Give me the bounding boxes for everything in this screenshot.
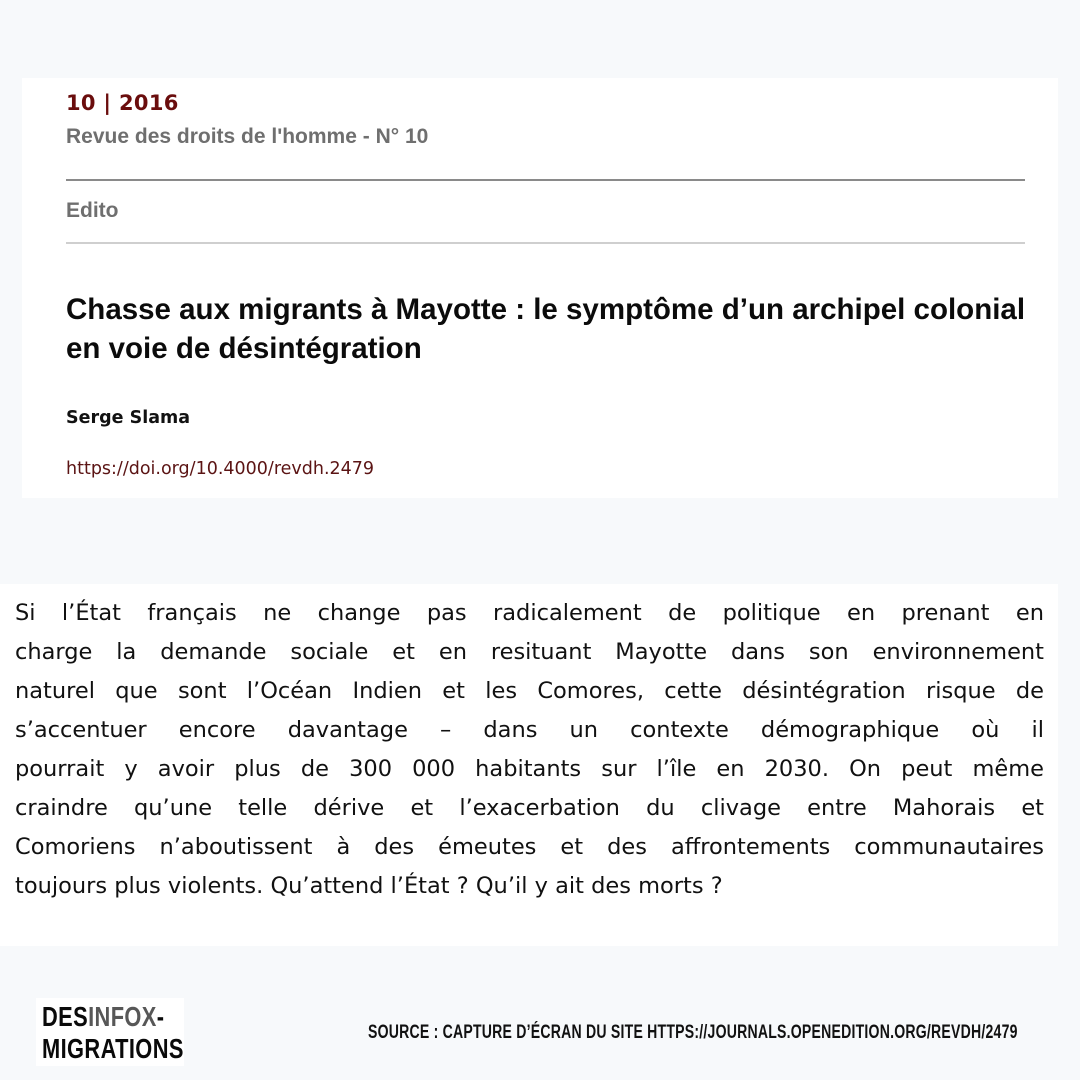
divider <box>66 179 1025 181</box>
excerpt-line: toujours plus violents. Qu’attend l’État ? Qu’il y ait des morts ? <box>15 873 723 899</box>
article-excerpt <box>0 584 1058 946</box>
divider <box>66 242 1025 244</box>
excerpt-line: craindre qu’une telle dérive et l’exacerbation du clivage entre Mahorais et <box>15 795 1044 821</box>
excerpt-line: Comoriens n’aboutissent à des émeutes et des affrontements communautaires <box>15 834 1044 860</box>
source-caption: SOURCE : CAPTURE D’ÉCRAN DU SITE HTTPS://JOURNALS.OPENEDITION.ORG/REVDH/2479 <box>368 1022 1018 1043</box>
excerpt-paragraph <box>15 594 1044 906</box>
excerpt-line: s’accentuer encore davantage – dans un contexte démographique où il <box>15 717 1044 743</box>
article-author[interactable]: Serge Slama <box>66 408 191 428</box>
section-label: Edito <box>66 199 119 222</box>
excerpt-line: naturel que sont l’Océan Indien et les Comores, cette désintégration risque de <box>15 678 1044 704</box>
logo-text: DES <box>42 1001 89 1032</box>
desinfox-migrations-logo <box>36 998 184 1066</box>
article-header-card <box>22 78 1058 498</box>
excerpt-line: Si l’État français ne change pas radicalement de politique en prenant en <box>15 600 1044 626</box>
excerpt-line: charge la demande sociale et en resituant Mayotte dans son environnement <box>15 639 1044 665</box>
article-title: Chasse aux migrants à Mayotte : le symptôme d’un archipel colonial en voie de désintégration <box>66 293 1026 365</box>
journal-name[interactable]: Revue des droits de l'homme - N° 10 <box>66 125 429 148</box>
excerpt-line: pourrait y avoir plus de 300 000 habitants sur l’île en 2030. On peut même <box>15 756 1044 782</box>
logo-line-1 <box>42 1003 164 1031</box>
doi-link[interactable]: https://doi.org/10.4000/revdh.2479 <box>66 459 375 479</box>
logo-line-2: MIGRATIONS <box>42 1033 184 1064</box>
logo-text: - <box>156 1001 165 1032</box>
logo-text-distressed: INFOX <box>88 1001 157 1032</box>
issue-number[interactable]: 10 | 2016 <box>66 91 179 115</box>
